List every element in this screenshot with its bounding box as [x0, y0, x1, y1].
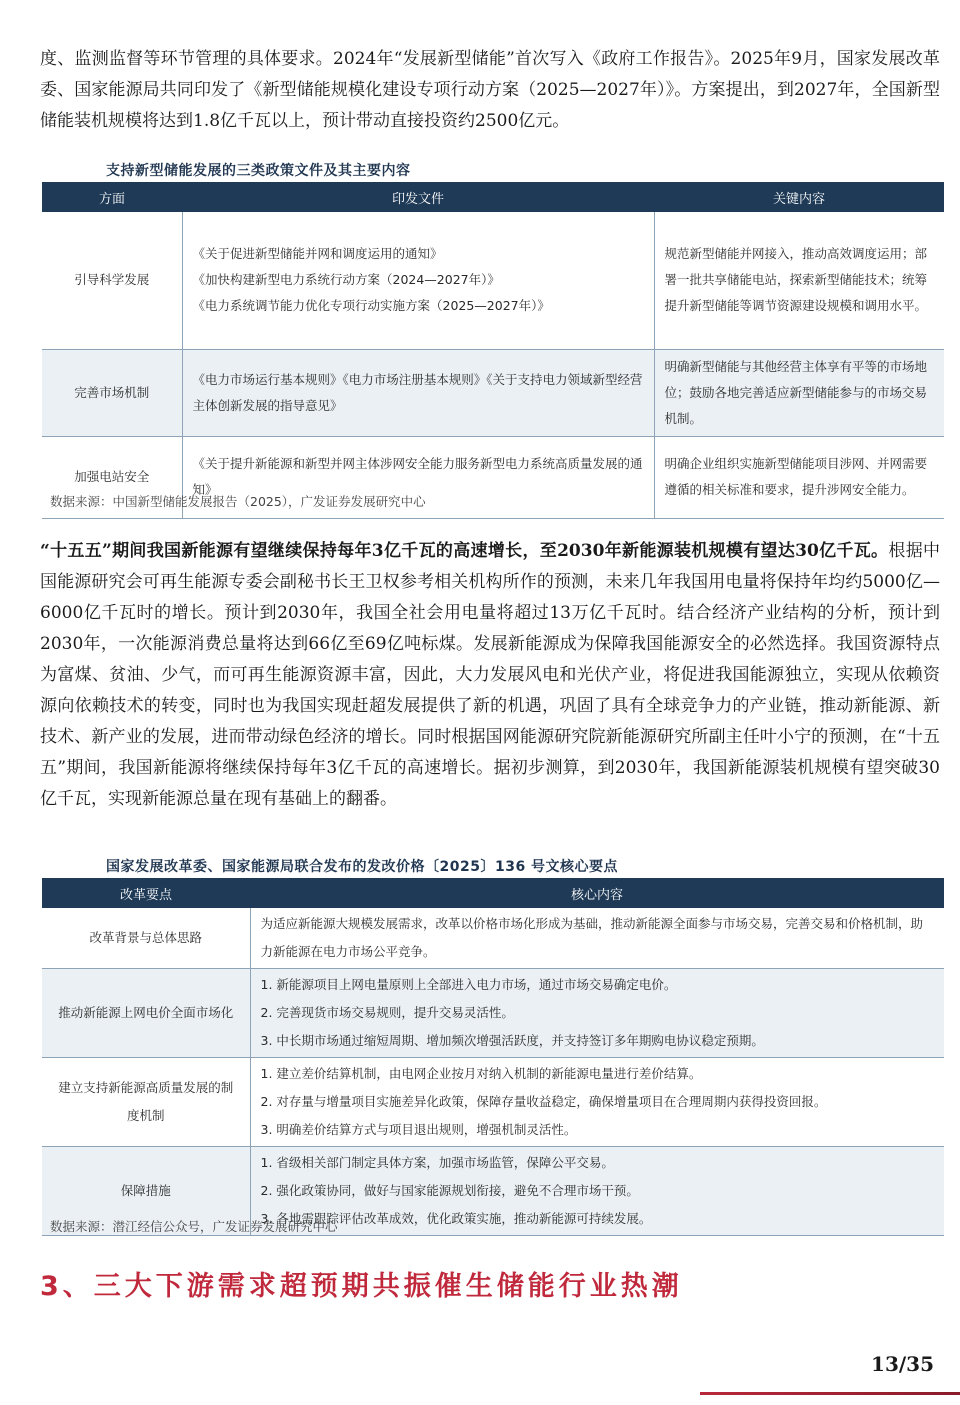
- row-aspect: 完善市场机制: [42, 349, 182, 436]
- document-title: 《电力系统调节能力优化专项行动实施方案（2025—2027年）》: [192, 298, 550, 314]
- document-title: 《加快构建新型电力系统行动方案（2024—2027年）》: [192, 272, 500, 288]
- table-row: [42, 349, 944, 436]
- row-reform-point: 改革背景与总体思路: [42, 908, 250, 969]
- content-item: 2. 完善现货市场交易规则，提升交易灵活性。: [260, 1005, 514, 1020]
- row-core-content: [250, 969, 944, 1058]
- row-key-content: 明确企业组织实施新型储能项目涉网、并网需要遵循的相关标准和要求，提升涉网安全能力。: [664, 456, 928, 497]
- row-reform-point: 保障措施: [42, 1147, 250, 1236]
- header-aspect: 方面: [42, 182, 182, 212]
- table-row: [42, 969, 944, 1058]
- header-reform-point: 改革要点: [42, 878, 250, 908]
- pricing-reform-table: [42, 878, 944, 1236]
- intro-paragraph: 度、监测监督等环节管理的具体要求。2024年“发展新型储能”首次写入《政府工作报告》。2025年9月，国家发展改革委、国家能源局共同印发了《新型储能规模化建设专项行动方案（2025—2027年）》。方案提出，到2027年，全国新型储能装机规模将达到1.8亿千瓦以上，预计带动直接投资约2500亿元。: [40, 49, 940, 131]
- content-item: 1. 省级相关部门制定具体方案，加强市场监管，保障公平交易。: [260, 1155, 614, 1170]
- content-item: 1. 新能源项目上网电量原则上全部进入电力市场，通过市场交易确定电价。: [260, 977, 677, 992]
- content-item: 3. 明确差价结算方式与项目退出规则，增强机制灵活性。: [260, 1122, 577, 1137]
- document-title: 《关于提升新能源和新型并网主体涉网安全能力服务新型电力系统高质量发展的通知》: [192, 456, 643, 497]
- content-item: 2. 强化政策协同，做好与国家能源规划衔接，避免不合理市场干预。: [260, 1183, 639, 1198]
- header-key-content: 关键内容: [654, 182, 944, 212]
- document-title: 《电力市场运行基本规则》《电力市场注册基本规则》《关于支持电力领域新型经营主体创新发展的指导意见》: [192, 371, 643, 413]
- content-item: 3. 各地需跟踪评估改革成效，优化政策实施，推动新能源可持续发展。: [260, 1211, 652, 1226]
- content-item: 3. 中长期市场通过缩短周期、增加频次增强活跃度，并支持签订多年期购电协议稳定预期。: [260, 1033, 764, 1048]
- content-item: 为适应新能源大规模发展需求，改革以价格市场化形成为基础，推动新能源全面参与市场交易，完善交易和价格机制，助力新能源在电力市场公平竞争。: [260, 916, 924, 959]
- row-aspect: 引导科学发展: [42, 212, 182, 349]
- table1-source: 数据来源：中国新型储能发展报告（2025），广发证券发展研究中心: [50, 494, 426, 509]
- row-core-content: [250, 1058, 944, 1147]
- footer-rule: [700, 1392, 960, 1395]
- header-documents: 印发文件: [182, 182, 654, 212]
- table2-title: 国家发展改革委、国家能源局联合发布的发改价格〔2025〕136 号文核心要点: [106, 859, 619, 875]
- table1-title: 支持新型储能发展的三类政策文件及其主要内容: [106, 163, 411, 179]
- growth-lead-sentence: “十五五”期间我国新能源有望继续保持每年3亿千瓦的高速增长，至2030年新能源装机规模有望达30亿千瓦。: [40, 541, 889, 561]
- table2-source: 数据来源：潜江经信公众号，广发证券发展研究中心: [50, 1219, 338, 1234]
- row-key-content: 明确新型储能与其他经营主体享有平等的市场地位；鼓励各地完善适应新型储能参与的市场交易机制。: [664, 358, 928, 426]
- row-reform-point: 推动新能源上网电价全面市场化: [42, 969, 250, 1058]
- document-title: 《关于促进新型储能并网和调度运用的通知》: [192, 246, 443, 262]
- header-core-content: 核心内容: [250, 878, 944, 908]
- policy-documents-table: [42, 182, 944, 519]
- row-documents: [182, 212, 654, 349]
- row-core-content: [250, 1147, 944, 1236]
- row-documents: [182, 349, 654, 436]
- table-row: [42, 212, 944, 349]
- row-core-content: [250, 908, 944, 969]
- growth-paragraph: [40, 536, 940, 815]
- row-key-content: 规范新型储能并网接入，推动高效调度运用；部署一批共享储能电站，探索新型储能技术；统筹提升新型储能等调节资源建设规模和调用水平。: [664, 246, 928, 314]
- page-number: 13/35: [871, 1352, 934, 1376]
- row-reform-point: 建立支持新能源高质量发展的制度机制: [42, 1058, 250, 1147]
- table-row: [42, 908, 944, 969]
- table-row: [42, 1058, 944, 1147]
- content-item: 2. 对存量与增量项目实施差异化政策，保障存量收益稳定，确保增量项目在合理周期内获得投资回报。: [260, 1094, 827, 1109]
- row-aspect: 加强电站安全: [42, 436, 182, 518]
- content-item: 1. 建立差价结算机制，由电网企业按月对纳入机制的新能源电量进行差价结算。: [260, 1066, 702, 1081]
- growth-body-text: 根据中国能源研究会可再生能源专委会副秘书长王卫权参考相关机构所作的预测，未来几年我国用电量将保持年均约5000亿—6000亿千瓦时的增长。预计到2030年，我国全社会用电量将超过13万亿千瓦时。结合经济产业结构的分析，预计到2030年，一次能源消费总量将达到66亿至69亿吨标煤。发展新能源成为保障我国能源安全的必然选择。我国资源特点为富煤、贫油、少气，而可再生能源资源丰富，因此，大力发展风电和光伏产业，将促进我国能源独立，实现从依赖资源向依赖技术的转变，同时也为我国实现赶超发展提供了新的机遇，巩固了具有全球竞争力的产业链，推动新能源、新技术、新产业的发展，进而带动绿色经济的增长。同时根据国网能源研究院新能源研究所副主任叶小宁的预测，在“十五五”期间，我国新能源将继续保持每年3亿千瓦的高速增长。据初步测算，到2030年，我国新能源装机规模有望突破30亿千瓦，实现新能源总量在现有基础上的翻番。: [40, 541, 941, 809]
- section-heading: 3、三大下游需求超预期共振催生储能行业热潮: [40, 1271, 683, 1302]
